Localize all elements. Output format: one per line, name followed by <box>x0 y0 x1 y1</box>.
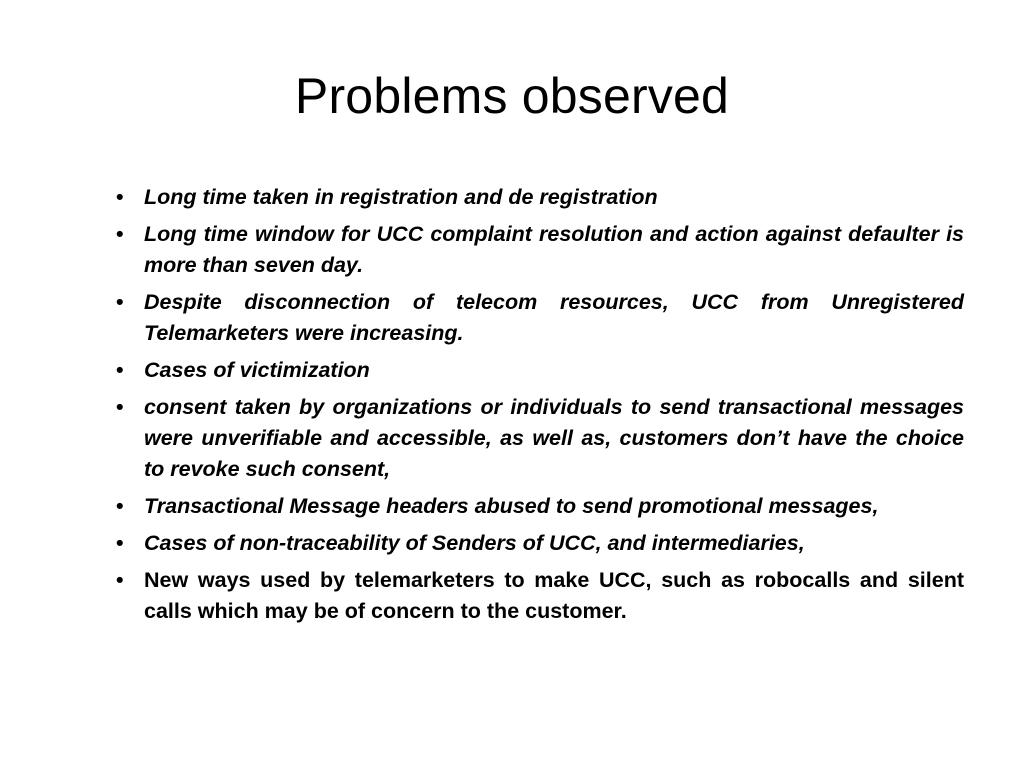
bullet-dot-icon: • <box>116 290 124 314</box>
bullet-item <box>112 392 964 485</box>
bullet-item <box>112 565 964 627</box>
bullet-text: Cases of victimization <box>144 358 370 382</box>
bullet-item <box>112 182 964 213</box>
bullet-text: Long time taken in registration and de registration <box>144 185 658 209</box>
bullet-dot-icon: • <box>116 395 124 419</box>
slide-title: Problems observed <box>294 68 730 124</box>
bullet-dot-icon: • <box>116 494 124 518</box>
bullet-text: Despite disconnection of telecom resources, UCC from Unregistered Telemarketers were increasing. <box>144 290 964 345</box>
bullet-text: Cases of non-traceability of Senders of UCC, and intermediaries, <box>144 531 805 555</box>
bullet-dot-icon: • <box>116 358 124 382</box>
bullet-item <box>112 528 964 559</box>
bullet-dot-icon: • <box>116 185 124 209</box>
bullet-dot-icon: • <box>116 568 124 592</box>
bullet-dot-icon: • <box>116 222 124 246</box>
bullet-item <box>112 219 964 281</box>
bullet-text: Transactional Message headers abused to send promotional messages, <box>144 494 879 518</box>
bullet-item <box>112 491 964 522</box>
bullet-item <box>112 355 964 386</box>
bullet-dot-icon: • <box>116 531 124 555</box>
bullet-text: Long time window for UCC complaint resolution and action against defaulter is more than seven day. <box>144 222 964 277</box>
bullet-text: consent taken by organizations or individuals to send transactional messages were unverifiable and accessible, as well as, customers don’t have the choice to revoke such consent, <box>144 395 964 481</box>
bullet-text: New ways used by telemarketers to make UCC, such as robocalls and silent calls which may be of concern to the customer. <box>144 568 964 623</box>
bullet-list <box>112 182 964 633</box>
bullet-item <box>112 287 964 349</box>
